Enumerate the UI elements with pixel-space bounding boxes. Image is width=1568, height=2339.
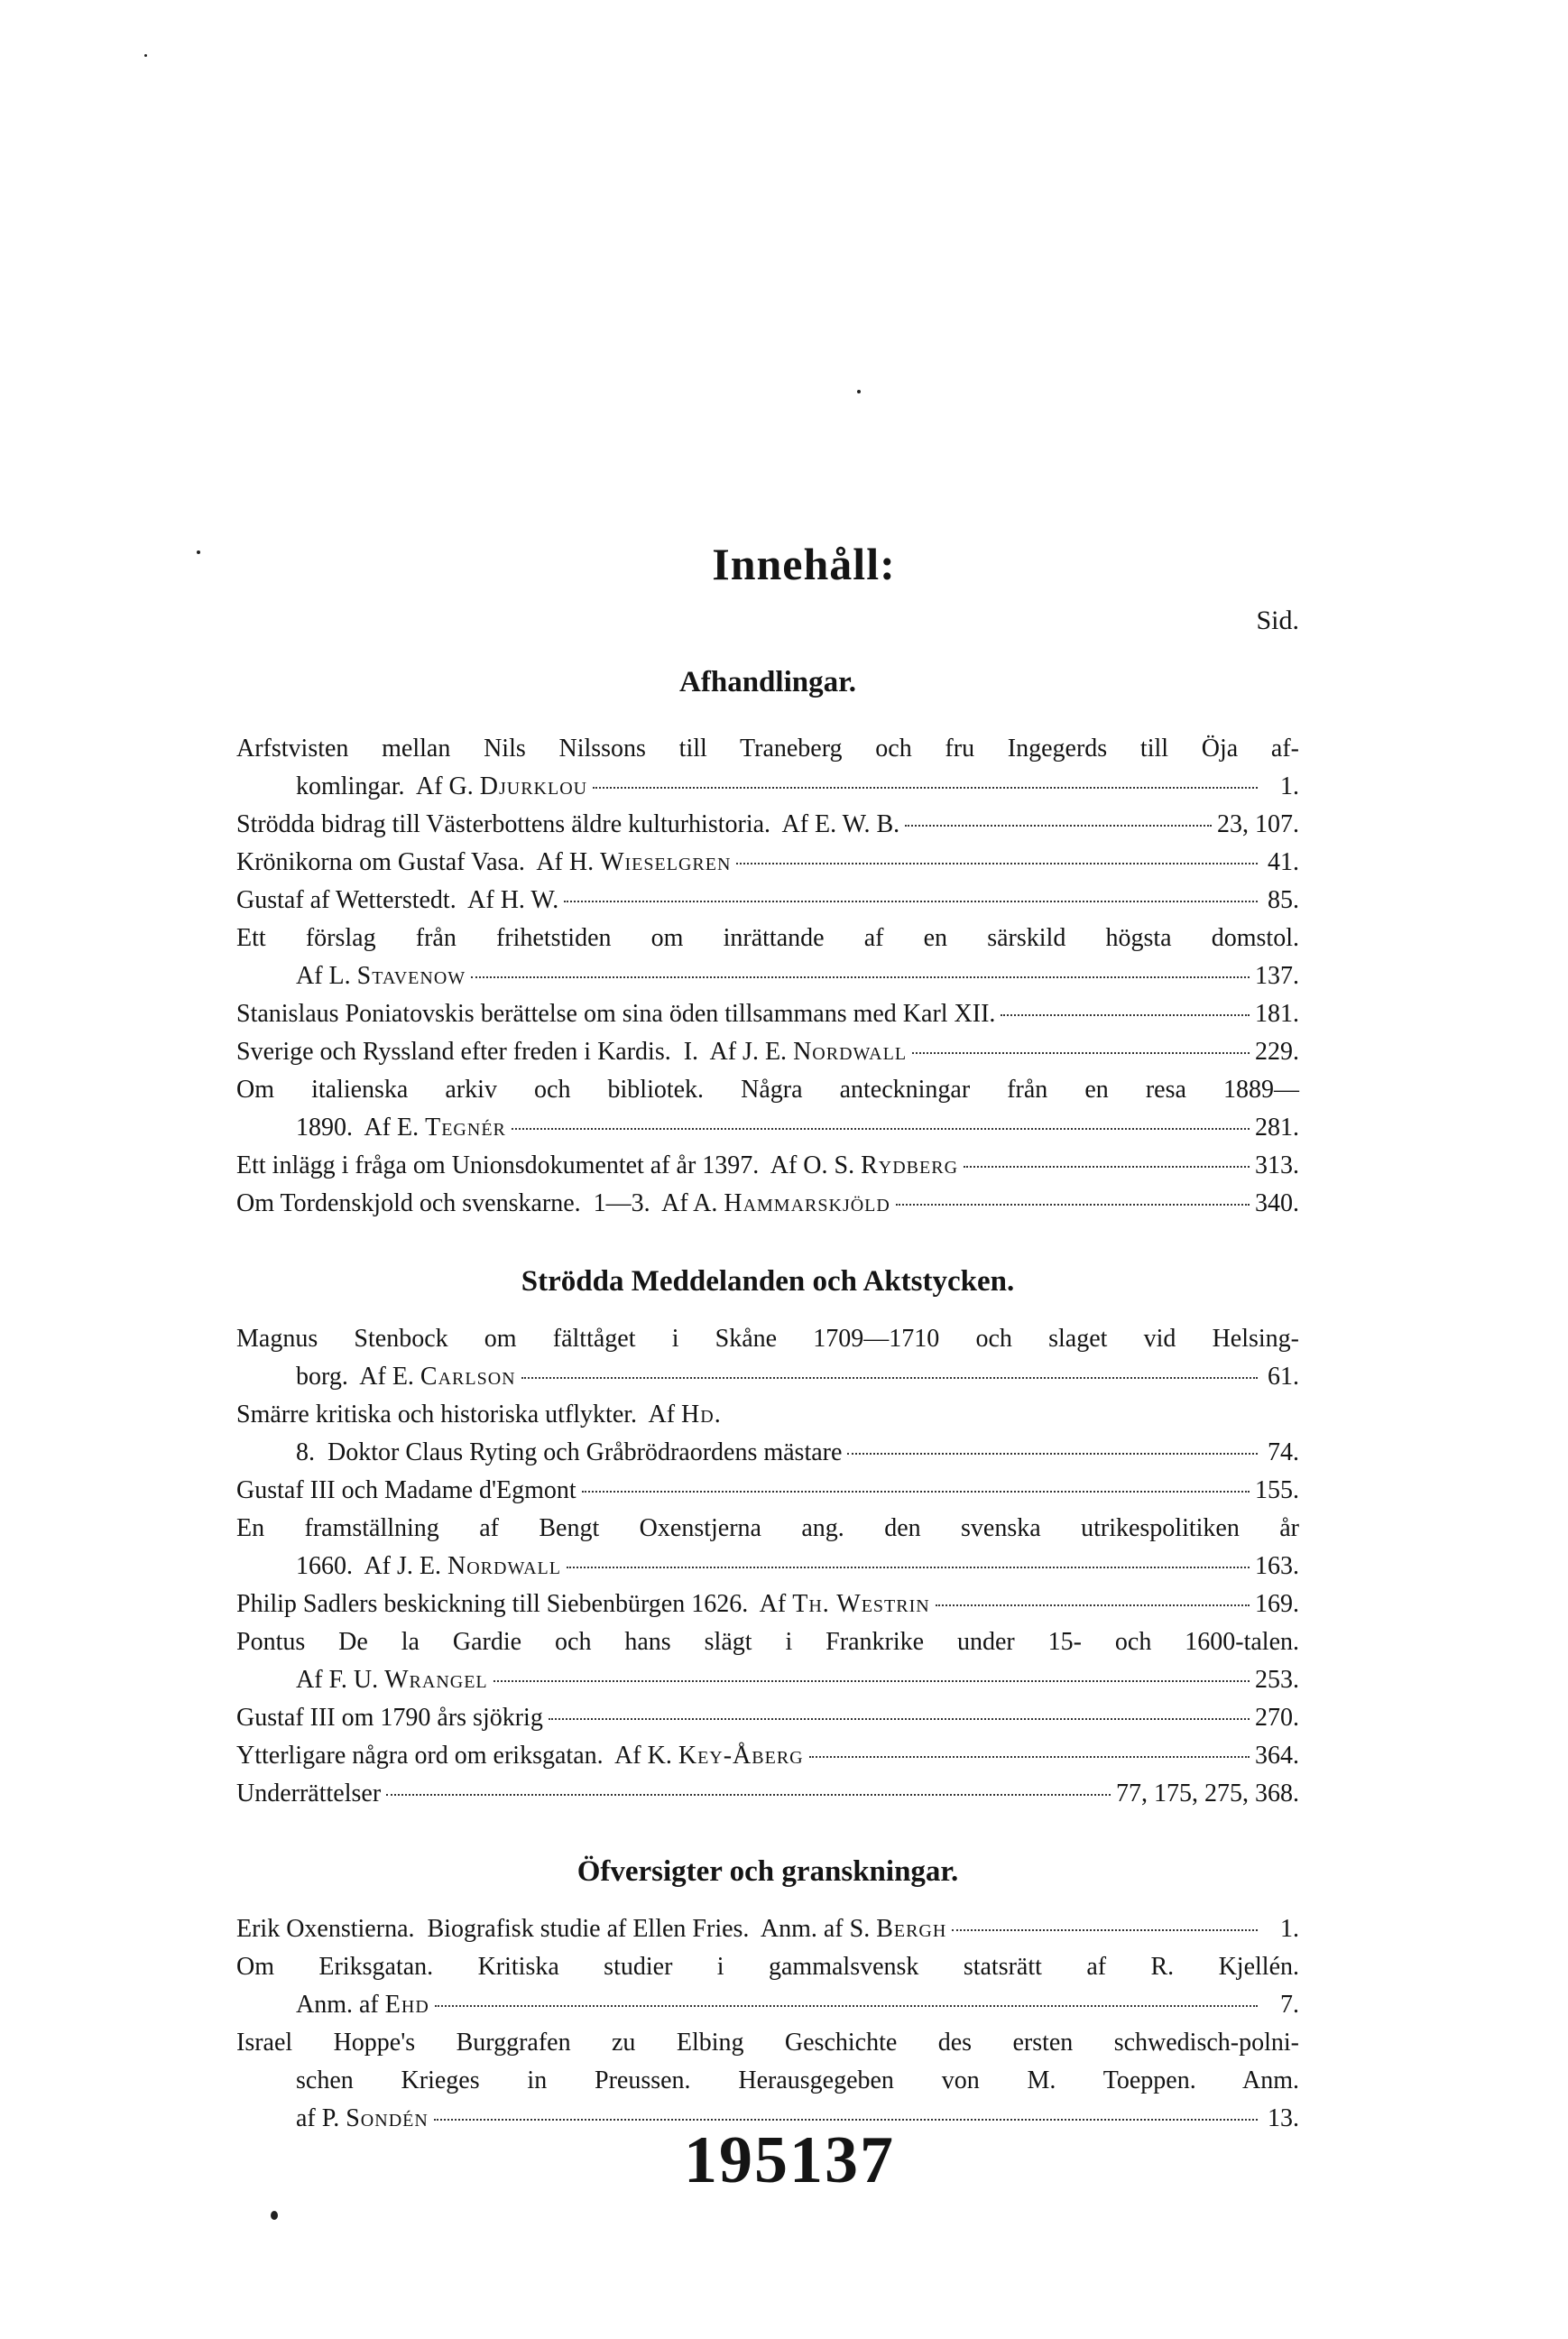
page-number: 137.: [1255, 962, 1299, 990]
dot-leader: [435, 2005, 1258, 2007]
entry-author: Nordwall: [793, 1038, 908, 1066]
toc-section: [236, 1813, 1299, 2138]
dot-leader: [434, 2119, 1258, 2121]
entry-text: Erik Oxenstierna. Biografisk studie af Ellen Fries. Anm. af S.: [236, 1915, 877, 1943]
entry-author: Djurklou: [479, 772, 588, 800]
entry-line: [236, 1586, 1299, 1623]
page-number: 270.: [1255, 1704, 1299, 1732]
dot-leader: [512, 1128, 1250, 1130]
entry-line: [236, 1699, 1299, 1737]
page-number: 41.: [1268, 848, 1299, 876]
dot-leader: [567, 1567, 1250, 1568]
section-header-row: [236, 596, 1299, 660]
page-number: 364.: [1255, 1742, 1299, 1770]
toc-entry: [236, 1510, 1299, 1586]
dot-leader: [952, 1929, 1258, 1931]
section-heading: Strödda Meddelanden och Aktstycken.: [521, 1265, 1015, 1298]
entry-author: Stavenow: [356, 962, 466, 990]
sid-label: Sid.: [1256, 606, 1299, 635]
entry-line: [236, 1623, 1299, 1661]
dot-leader: [809, 1756, 1250, 1758]
entry-text: 1890. Af E.: [296, 1114, 426, 1142]
entry-author: Wieselgren: [600, 848, 732, 876]
toc-entry: [236, 1737, 1299, 1775]
entry-text: Smärre kritiska och historiska utflykter. Af: [236, 1401, 682, 1428]
entry-author: Hammarskjöld: [724, 1189, 890, 1217]
page-number: 1.: [1280, 772, 1299, 800]
entry-author: Carlson: [420, 1363, 516, 1391]
entry-text: En framställning af Bengt Oxenstjerna ang. den svenska utrikespolitiken år: [236, 1514, 1299, 1542]
entry-line: [236, 1661, 1299, 1699]
dot-leader: [549, 1718, 1250, 1720]
entry-line: [236, 1510, 1299, 1548]
entry-text: Anm. af: [296, 1991, 385, 2019]
entry-list: [236, 1910, 1299, 2138]
toc-entry: [236, 1472, 1299, 1510]
entry-line: [236, 1737, 1299, 1775]
dot-leader: [936, 1604, 1250, 1606]
entry-text: Ytterligare några ord om eriksgatan. Af K.: [236, 1742, 678, 1770]
dot-leader: [582, 1491, 1250, 1493]
section-gap: [236, 1223, 1299, 1259]
toc-entry: [236, 1775, 1299, 1813]
page-number: 253.: [1255, 1666, 1299, 1694]
toc-entry: [236, 1320, 1299, 1396]
entry-author: Hd: [681, 1401, 715, 1428]
entry-text: Magnus Stenbock om fälttåget i Skåne 1709—1710 och slaget vid Helsing-: [236, 1325, 1299, 1353]
dot-leader: [736, 863, 1258, 864]
entry-line: [236, 1434, 1299, 1472]
section-gap: [236, 1813, 1299, 1849]
entry-text: af P.: [296, 2104, 346, 2132]
dot-leader: [912, 1052, 1250, 1054]
entry-text: Sverige och Ryssland efter freden i Kardis. I. Af J. E.: [236, 1038, 794, 1066]
toc-entry: [236, 806, 1299, 844]
entry-line: [236, 1147, 1299, 1185]
entry-author: Bergh: [876, 1915, 947, 1943]
dot-leader: [471, 976, 1250, 978]
page-number: 7.: [1280, 1991, 1299, 2019]
speck: [271, 2211, 278, 2220]
page-title: Innehåll:: [712, 539, 896, 589]
page-number: 77, 175, 275, 368.: [1116, 1780, 1299, 1807]
entry-text: Gustaf af Wetterstedt. Af H. W.: [236, 886, 559, 914]
sections-container: [236, 596, 1299, 2138]
entry-text: Om italienska arkiv och bibliotek. Några anteckningar från en resa 1889—: [236, 1076, 1299, 1104]
dot-leader: [386, 1794, 1111, 1796]
entry-line: [236, 844, 1299, 882]
entry-text: Om Eriksgatan. Kritiska studier i gammalsvensk statsrätt af R. Kjellén.: [236, 1953, 1299, 1981]
entry-line: [236, 1472, 1299, 1510]
entry-text: borg. Af E.: [296, 1363, 420, 1391]
page-number: 340.: [1255, 1189, 1299, 1217]
page-number: 23, 107.: [1217, 810, 1299, 838]
speck: [197, 550, 200, 554]
entry-trail: .: [714, 1401, 721, 1428]
entry-text: Af L.: [296, 962, 357, 990]
toc-entry: [236, 1396, 1299, 1472]
entry-text: Af F. U.: [296, 1666, 385, 1694]
entry-line: [236, 1033, 1299, 1071]
entry-author: Sondén: [346, 2104, 429, 2132]
dot-leader: [896, 1204, 1250, 1206]
page-number: 163.: [1255, 1552, 1299, 1580]
entry-line: [236, 1320, 1299, 1358]
entry-author: Key-Åberg: [678, 1742, 804, 1770]
entry-text: Israel Hoppe's Burggrafen zu Elbing Geschichte des ersten schwedisch-polni-: [236, 2029, 1299, 2057]
entry-text: Philip Sadlers beskickning till Siebenbürgen 1626. Af: [236, 1590, 793, 1618]
toc-entry: [236, 2024, 1299, 2138]
speck: [144, 54, 147, 57]
entry-author: Ehd: [384, 1991, 429, 2019]
page-number: 1.: [1280, 1915, 1299, 1943]
toc-entry: [236, 1948, 1299, 2024]
page-number: 313.: [1255, 1151, 1299, 1179]
entry-author: Rydberg: [861, 1151, 959, 1179]
entry-line: [236, 1185, 1299, 1223]
toc-entry: [236, 995, 1299, 1033]
speck: [857, 390, 861, 393]
entry-author: Wrangel: [384, 1666, 488, 1694]
dot-leader: [847, 1453, 1258, 1455]
toc-entry: [236, 920, 1299, 995]
dot-leader: [593, 787, 1258, 789]
entry-line: [236, 1910, 1299, 1948]
entry-text: 1660. Af J. E.: [296, 1552, 447, 1580]
entry-text: Gustaf III om 1790 års sjökrig: [236, 1704, 543, 1732]
entry-line: [236, 730, 1299, 768]
dot-leader: [564, 901, 1258, 902]
entry-text: Ett förslag från frihetstiden om inrättande af en särskild högsta domstol.: [236, 924, 1299, 952]
page-number: 13.: [1268, 2104, 1299, 2132]
entry-line: [236, 1396, 1299, 1434]
toc-entry: [236, 844, 1299, 882]
page-number: 229.: [1255, 1038, 1299, 1066]
toc-entry: [236, 730, 1299, 806]
entry-line: [236, 768, 1299, 806]
toc-entry: [236, 882, 1299, 920]
page-number: 85.: [1268, 886, 1299, 914]
entry-author: Tegnér: [425, 1114, 506, 1142]
toc-entry: [236, 1185, 1299, 1223]
entry-list: [236, 1320, 1299, 1813]
entry-text: Krönikorna om Gustaf Vasa. Af H.: [236, 848, 601, 876]
toc-entry: [236, 1033, 1299, 1071]
entry-line: [236, 1775, 1299, 1813]
dot-leader: [1001, 1014, 1250, 1016]
entry-line: [236, 806, 1299, 844]
entry-list: [236, 730, 1299, 1223]
entry-line: [236, 995, 1299, 1033]
dot-leader: [964, 1166, 1250, 1168]
toc-entry: [236, 1586, 1299, 1623]
entry-line: [236, 2062, 1299, 2100]
dot-leader: [493, 1680, 1250, 1682]
dot-leader: [521, 1377, 1258, 1379]
table-of-contents: [236, 537, 1299, 2138]
toc-entry: [236, 1147, 1299, 1185]
entry-line: [236, 920, 1299, 957]
entry-text: Arfstvisten mellan Nils Nilssons till Traneberg och fru Ingegerds till Öja af-: [236, 735, 1299, 763]
page-number: 181.: [1255, 1000, 1299, 1028]
entry-text: Pontus De la Gardie och hans slägt i Frankrike under 15- och 1600-talen.: [236, 1628, 1299, 1656]
entry-line: [236, 1071, 1299, 1109]
entry-text: komlingar. Af G.: [296, 772, 480, 800]
toc-entry: [236, 1623, 1299, 1699]
toc-entry: [236, 1910, 1299, 1948]
toc-section: [236, 1223, 1299, 1813]
page-number: 169.: [1255, 1590, 1299, 1618]
entry-text: 8. Doktor Claus Ryting och Gråbrödraordens mästare: [296, 1438, 843, 1466]
entry-text: schen Krieges in Preussen. Herausgegeben von M. Toeppen. Anm.: [296, 2066, 1299, 2094]
section-heading: Afhandlingar.: [679, 666, 856, 698]
entry-text: Om Tordenskjold och svenskarne. 1—3. Af A.: [236, 1189, 724, 1217]
entry-line: [236, 1986, 1299, 2024]
entry-line: [236, 882, 1299, 920]
dot-leader: [905, 825, 1212, 827]
page-number: 61.: [1268, 1363, 1299, 1391]
entry-line: [236, 1548, 1299, 1586]
toc-entry: [236, 1699, 1299, 1737]
library-stamp-number: 195137: [684, 2123, 895, 2197]
entry-line: [236, 957, 1299, 995]
entry-text: Gustaf III och Madame d'Egmont: [236, 1476, 576, 1504]
page-number: 155.: [1255, 1476, 1299, 1504]
toc-entry: [236, 1071, 1299, 1147]
entry-line: [236, 2024, 1299, 2062]
entry-text: Stanislaus Poniatovskis berättelse om sina öden tillsammans med Karl XII.: [236, 1000, 996, 1028]
entry-line: [236, 1109, 1299, 1147]
toc-section: [236, 596, 1299, 1223]
page-number: 281.: [1255, 1114, 1299, 1142]
entry-author: Th. Westrin: [792, 1590, 930, 1618]
entry-line: [236, 1358, 1299, 1396]
entry-line: [236, 1948, 1299, 1986]
entry-author: Nordwall: [447, 1552, 561, 1580]
page-number: 74.: [1268, 1438, 1299, 1466]
section-heading: Öfversigter och granskningar.: [576, 1855, 959, 1888]
entry-text: Underrättelser: [236, 1780, 382, 1807]
entry-text: Strödda bidrag till Västerbottens äldre kulturhistoria. Af E. W. B.: [236, 810, 900, 838]
entry-text: Ett inlägg i fråga om Unionsdokumentet af år 1397. Af O. S.: [236, 1151, 862, 1179]
